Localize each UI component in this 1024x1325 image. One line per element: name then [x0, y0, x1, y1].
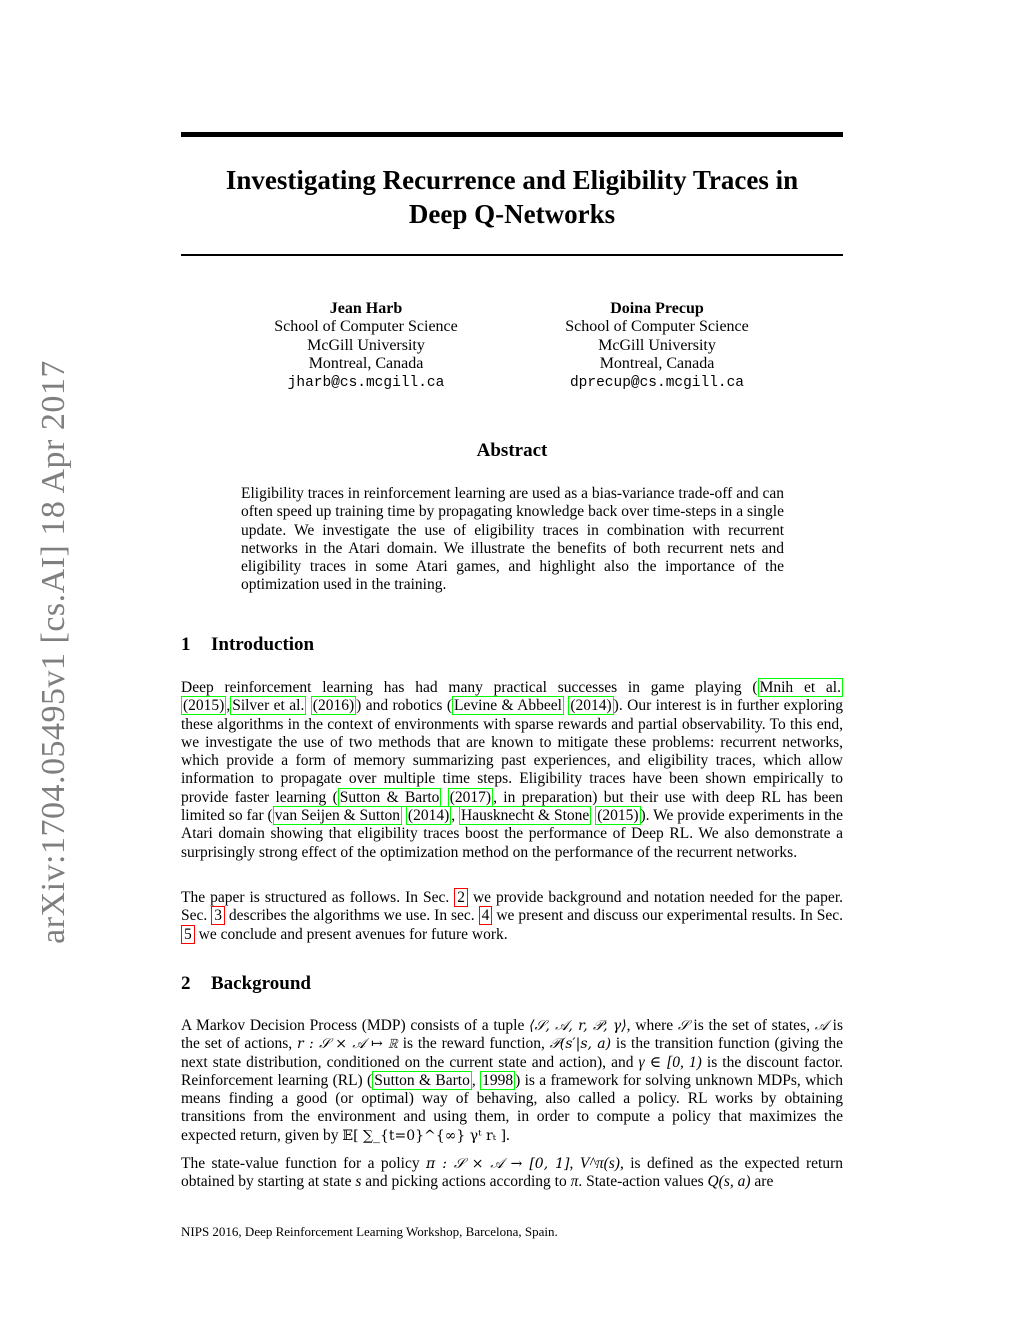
text-run: ). Our interest is in further exploring these algorithms in the context of environments with sparse rewards and partial observability. To this end, we investigate the use of two methods that are known to mitigate these problems: recurrent networks, which provide a form of memory summarizing past experiences, and eligibility traces, which allow information to propagate over multiple time steps. Eligibility traces have been shown empirically to provide faster learning (: [181, 697, 843, 806]
text-run: ,: [569, 1155, 580, 1172]
title-line-2: Deep Q-Networks: [408, 199, 616, 229]
text-run: ,: [226, 697, 231, 715]
text-run: describes the algorithms we use. In sec.: [224, 907, 479, 925]
paper-title: [181, 163, 843, 231]
text-run: is the transition function (giving the next state distribution, conditioned on the current state and action), and: [181, 1035, 843, 1071]
text-run: The paper is structured as follows. In Sec.: [181, 889, 455, 906]
section-title: Background: [211, 973, 311, 994]
math-expression: 𝒫(s′|s, a): [549, 1036, 612, 1053]
text-run: ). We provide experiments in the Atari domain showing that eligibility traces boost the performance of Deep RL. We also demonstrate a surprisingly strong effect of the optimization method on the performance of the recurrent networks.: [181, 807, 844, 861]
section-ref-link[interactable]: 5: [181, 925, 195, 944]
text-run: is the discount factor. Reinforcement learning (RL) (: [181, 1053, 843, 1089]
citation-link[interactable]: Hausknecht & Stone: [461, 807, 590, 825]
section-number: 2: [181, 973, 191, 994]
section-heading-background: [181, 973, 311, 995]
math-expression: Q(s, a): [707, 1173, 751, 1191]
text-run: we present and discuss our experimental results. In Sec.: [492, 907, 843, 925]
intro-paragraph-1: [181, 679, 843, 862]
author-name: Doina Precup: [610, 300, 704, 317]
citation-year-link[interactable]: (2015): [597, 807, 639, 825]
citation-link[interactable]: Sutton & Barto: [374, 1071, 470, 1089]
author-email[interactable]: jharb@cs.mcgill.ca: [287, 374, 445, 391]
text-run: we provide background and notation needed for the paper. Sec.: [181, 889, 843, 925]
citation-year-link[interactable]: (2014): [570, 697, 612, 715]
citation-link[interactable]: Levine & Abbeel: [454, 697, 562, 715]
abstract-heading: Abstract: [476, 440, 548, 461]
title-rule-bottom: [181, 254, 843, 256]
section-number: 1: [181, 634, 191, 655]
background-paragraph-1: A Markov Decision Process (MDP) consists of a tuple ⟨𝒮, 𝒜, r, 𝒫, γ⟩, where 𝒮 is the set of states, 𝒜 is the set of actions, r : 𝒮 × 𝒜 ↦ ℝ is the reward function, 𝒫(s′|s, a) is the transition function (giving the next state distribution, conditioned on the current state and action), and γ ∈ [0, 1) is the discount factor. Reinforcement learning (RL) ( Sutton & Barto , 1998 ) is a framework for solving unknown MDPs, which means finding a good (or optimal) way of behaving, also called a policy. RL works by obtaining transitions from the environment and using them, in order to compute a policy that maximizes the expected return, given by 𝔼[ ∑_{t=0}^{∞} γᵗ rₜ ].: [181, 1017, 843, 1144]
author-location: Montreal, Canada: [599, 355, 715, 373]
author-location: Montreal, Canada: [308, 355, 424, 373]
text-run: ) is a framework for solving unknown MDPs, which means finding a good (or optimal) way of behaving, also called a policy. RL works by obtaining transitions from the environment and using them, in order to compute a policy that maximizes the expected return, given by: [181, 1071, 843, 1144]
author-university: McGill University: [598, 336, 716, 354]
intro-paragraph-2: [181, 889, 843, 944]
section-ref-link[interactable]: 2: [454, 888, 468, 907]
text-run: is the set of states,: [688, 1017, 815, 1034]
text-run: .: [506, 1126, 510, 1144]
text-run: The state-value function for a policy: [181, 1155, 427, 1172]
text-run: . State-action values: [578, 1173, 708, 1191]
citation-year-link[interactable]: (2017): [449, 788, 492, 806]
text-run: we conclude and present avenues for future work.: [194, 925, 508, 943]
text-run: are: [750, 1173, 774, 1191]
footnote: NIPS 2016, Deep Reinforcement Learning Workshop, Barcelona, Spain.: [181, 1224, 558, 1239]
math-expression: 𝒜: [814, 1018, 828, 1034]
text-run: and picking actions according to: [361, 1173, 571, 1191]
author-university: McGill University: [307, 336, 425, 354]
author-email[interactable]: dprecup@cs.mcgill.ca: [569, 374, 745, 391]
section-ref-link[interactable]: 4: [479, 906, 493, 925]
author-affiliation: School of Computer Science: [565, 318, 749, 336]
section-ref-link[interactable]: 3: [211, 906, 225, 925]
author-block-2: [537, 300, 777, 392]
citation-link[interactable]: Silver et al.: [232, 697, 305, 715]
citation-link[interactable]: Mnih et al.: [759, 679, 841, 696]
text-run: , where: [626, 1017, 678, 1034]
math-expression: γ ∈ [0, 1): [638, 1053, 702, 1071]
text-run: , is defined as the expected return obtained by starting at state: [181, 1155, 843, 1191]
math-expression: π: [570, 1173, 579, 1191]
author-name: Jean Harb: [329, 300, 403, 317]
math-expression: 𝔼[ ∑_{t=0}^{∞} γᵗ rₜ ]: [342, 1127, 507, 1144]
background-paragraph-2: [181, 1155, 843, 1192]
text-run: ,: [451, 807, 459, 825]
section-title: Introduction: [211, 634, 315, 655]
author-block-1: [246, 300, 486, 392]
text-run: , in preparation) but their use with deep RL has been limited so far (: [181, 788, 844, 825]
text-run: is the reward function,: [397, 1035, 550, 1053]
citation-year-link[interactable]: 1998: [482, 1071, 514, 1089]
citation-year-link[interactable]: (2014): [407, 807, 450, 825]
citation-year-link[interactable]: (2016): [312, 697, 355, 715]
citation-link[interactable]: Sutton & Barto: [339, 788, 440, 806]
math-expression: 𝒮: [677, 1018, 689, 1034]
text-run: A Markov Decision Process (MDP) consists of a tuple: [181, 1017, 530, 1034]
text-run: Deep reinforcement learning has had many practical successes in game playing (: [181, 679, 758, 696]
author-affiliation: School of Computer Science: [274, 318, 458, 336]
abstract-text: Eligibility traces in reinforcement learning are used as a bias-variance trade-off and can often speed up training time by propagating knowledge back over time-steps in a single update. We investigate the use of eligibility traces in combination with recurrent networks in the Atari domain. We illustrate the benefits of both recurrent nets and eligibility traces in some Atari games, and highlight also the importance of the optimization used in the training.: [241, 485, 784, 594]
math-expression: V^π(s): [579, 1155, 620, 1172]
text-run: ) and robotics (: [356, 697, 453, 715]
math-expression: ⟨𝒮, 𝒜, r, 𝒫, γ⟩: [529, 1018, 627, 1034]
math-expression: π : 𝒮 × 𝒜 → [0, 1]: [426, 1156, 570, 1172]
title-rule-top: [181, 132, 843, 137]
title-line-1: Investigating Recurrence and Eligibility Traces in: [225, 165, 799, 195]
arxiv-stamp: arXiv:1704.05495v1 [cs.AI] 18 Apr 2017: [35, 360, 72, 944]
section-heading-introduction: [181, 634, 314, 656]
citation-link[interactable]: van Seijen & Sutton: [274, 807, 401, 825]
text-run: is the set of actions,: [181, 1017, 843, 1053]
math-expression: s: [355, 1173, 362, 1191]
citation-year-link[interactable]: (2015): [183, 697, 225, 715]
math-expression: r : 𝒮 × 𝒜 ↦ ℝ: [296, 1036, 398, 1053]
